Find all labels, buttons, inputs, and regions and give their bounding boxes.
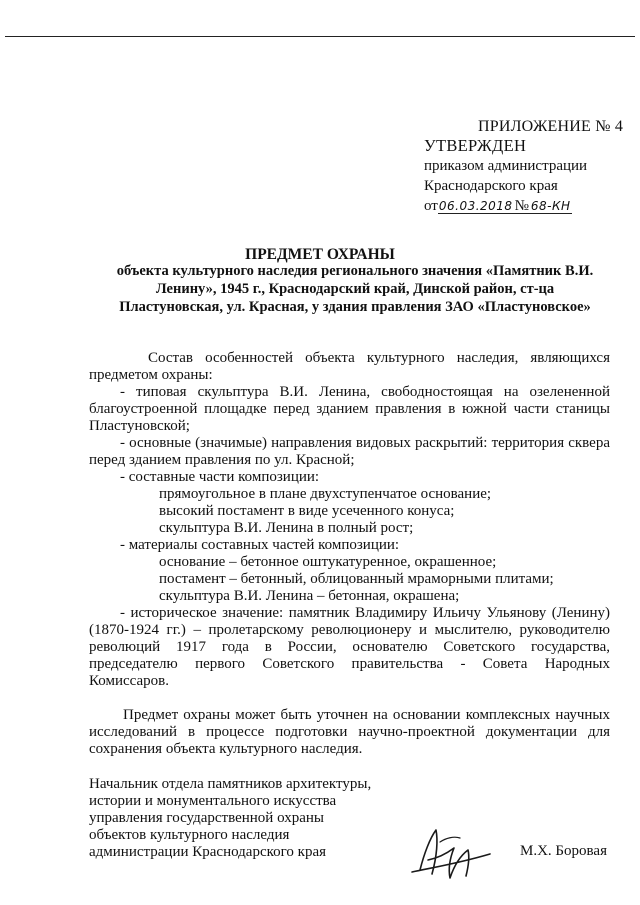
signatory-position bbox=[89, 776, 371, 861]
order-reference bbox=[424, 196, 587, 216]
order-prefix: от bbox=[424, 198, 438, 214]
signatory-line-5: администрации Краснодарского края bbox=[89, 844, 327, 860]
item-materials: - материалы составных частей композиции: bbox=[120, 537, 400, 553]
approval-block bbox=[424, 136, 587, 216]
composition-part-base: прямоугольное в плане двухступенчатое основание; bbox=[159, 486, 492, 502]
material-statue: скульптура В.И. Ленина – бетонная, окрашена; bbox=[159, 588, 460, 604]
material-base: основание – бетонное оштукатуренное, окрашенное; bbox=[159, 554, 497, 570]
appendix-title: ПРИЛОЖЕНИЕ № 4 bbox=[478, 118, 624, 135]
approval-line-1: приказом администрации bbox=[424, 158, 588, 174]
header-rule bbox=[5, 36, 635, 37]
note-paragraph: Предмет охраны может быть уточнен на основании комплексных научных исследований в процессе подготовки научно-проектной документации для сохранения объекта культурного наследия. bbox=[89, 707, 610, 757]
approval-line-2: Краснодарского края bbox=[424, 178, 558, 194]
order-number-label: № bbox=[514, 198, 529, 214]
approved-label: УТВЕРЖДЕН bbox=[424, 136, 527, 155]
signatory-line-3: управления государственной охраны bbox=[89, 810, 324, 826]
signatory-line-1: Начальник отдела памятников архитектуры, bbox=[89, 776, 372, 792]
composition-part-pedestal: высокий постамент в виде усеченного конуса; bbox=[159, 503, 455, 519]
handwritten-signature bbox=[410, 824, 492, 886]
item-view-directions: - основные (значимые) направления видовых раскрытий: территория сквера перед зданием правления по ул. Красной; bbox=[89, 435, 610, 468]
order-number: 68-КН bbox=[530, 199, 571, 213]
intro-paragraph: Состав особенностей объекта культурного наследия, являющихся предметом охраны: bbox=[89, 350, 610, 383]
item-historical-significance: - историческое значение: памятник Владимиру Ильичу Ульянову (Ленину) (1870-1924 гг.) – пролетарскому революционеру и мыслителю, руководителю революций 1917 года в России, основателю Советского государства, председателю первого Советского правительства - Совета Народных Комиссаров. bbox=[89, 605, 610, 689]
signatory-line-4: объектов культурного наследия bbox=[89, 827, 290, 843]
signer-name: М.Х. Боровая bbox=[520, 843, 607, 859]
composition-part-statue: скульптура В.И. Ленина в полный рост; bbox=[159, 520, 414, 536]
document-subtitle: объекта культурного наследия регионального значения «Памятник В.И. Ленину», 1945 г., Краснодарский край, Динской район, ст-ца Пластуновская, ул. Красная, у здания правления ЗАО «Пластуновское» bbox=[116, 263, 594, 315]
document-body bbox=[89, 350, 610, 758]
item-composition: - составные части композиции: bbox=[120, 469, 320, 485]
item-sculpture: - типовая скульптура В.И. Ленина, свободностоящая на озелененной благоустроенной площадке перед зданием правления в южной части станицы Пластуновской; bbox=[89, 384, 610, 434]
order-date: 06.03.2018 bbox=[438, 199, 513, 213]
signatory-line-2: истории и монументального искусства bbox=[89, 793, 337, 809]
material-pedestal: постамент – бетонный, облицованный мраморными плитами; bbox=[159, 571, 554, 587]
document-title: ПРЕДМЕТ ОХРАНЫ bbox=[245, 246, 395, 263]
